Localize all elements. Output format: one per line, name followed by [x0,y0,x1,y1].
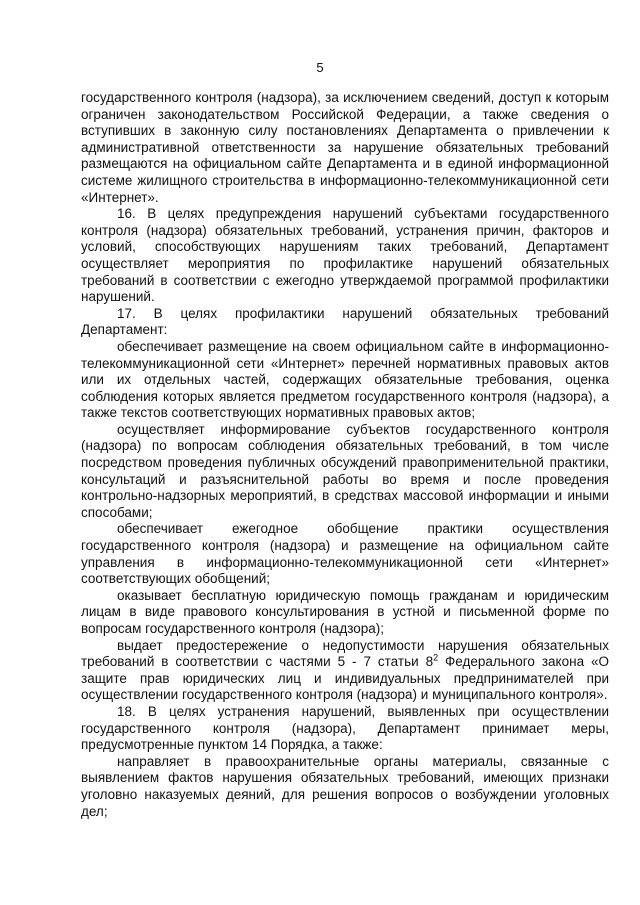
paragraph-continuation: государственного контроля (надзора), за исключением сведений, доступ к которым ограничен законодательством Российской Федерации, а также сведения о вступивших в законную силу постановлениях Департамента о привлечении к административной ответственности за нарушение обязательных требований размещаются на официальном сайте Департамента и в единой информационной системе жилищного строительства в информационно-телекоммуникационной сети «Интернет». [81,90,609,205]
warning-text-start: выдает предостережение о недопустимости нарушения обязательных требований в соответствии с частями 5 - 7 статьи 8 [81,637,609,670]
document-body [81,90,609,820]
paragraph-18-item-law-enforcement: направляет в правоохранительные органы материалы, связанные с выявлением фактов нарушения обязательных требований, имеющих признаки уголовно наказуемых деяний, для решения вопросов о возбуждении уголовных дел; [81,753,609,819]
warning-text-end: Федерального закона «О защите прав юридических лиц и индивидуальных предпринимателей при осуществлении государственного контроля (надзора) и муниципального контроля». [81,654,610,703]
paragraph-17-item-warning [81,638,609,704]
paragraph-17-item-inform: осуществляет информирование субъектов государственного контроля (надзора) по вопросам соблюдения обязательных требований, в том числе посредством проведения публичных обсуждений правоприменительной практики, консультаций и разъяснительной работы во время и после проведения контрольно-надзорных мероприятий, в средствах массовой информации и иными способами; [81,421,609,520]
article-superscript: 2 [433,652,439,663]
paragraph-16: 16. В целях предупреждения нарушений субъектами государственного контроля (надзора) обязательных требований, устранения причин, факторов и условий, способствующих нарушениям таких требований, Департамент осуществляет мероприятия по профилактике нарушений обязательных требований в соответствии с ежегодно утверждаемой программой профилактики нарушений. [81,206,609,305]
paragraph-17-item-legal-aid: оказывает бесплатную юридическую помощь гражданам и юридическим лицам в виде правового консультирования в устной и письменной форме по вопросам государственного контроля (надзора); [81,587,609,636]
page-number: 5 [316,60,324,75]
paragraph-17-item-publish: обеспечивает размещение на своем официальном сайте в информационно-телекоммуникационной сети «Интернет» перечней нормативных правовых актов или их отдельных частей, содержащих обязательные требования, оценка соблюдения которых является предметом государственного контроля (надзора), а также текстов соответствующих нормативных правовых актов; [81,338,609,421]
paragraph-17: 17. В целях профилактики нарушений обязательных требований Департамент: [81,305,609,338]
paragraph-18: 18. В целях устранения нарушений, выявленных при осуществлении государственного контроля (надзора), Департамент принимает меры, предусмотренные пунктом 14 Порядка, а также: [81,703,609,753]
paragraph-17-item-summarize: обеспечивает ежегодное обобщение практики осуществления государственного контроля (надзора) и размещение на официальном сайте управления в информационно-телекоммуникационной сети «Интернет» соответствующих обобщений; [81,521,609,587]
